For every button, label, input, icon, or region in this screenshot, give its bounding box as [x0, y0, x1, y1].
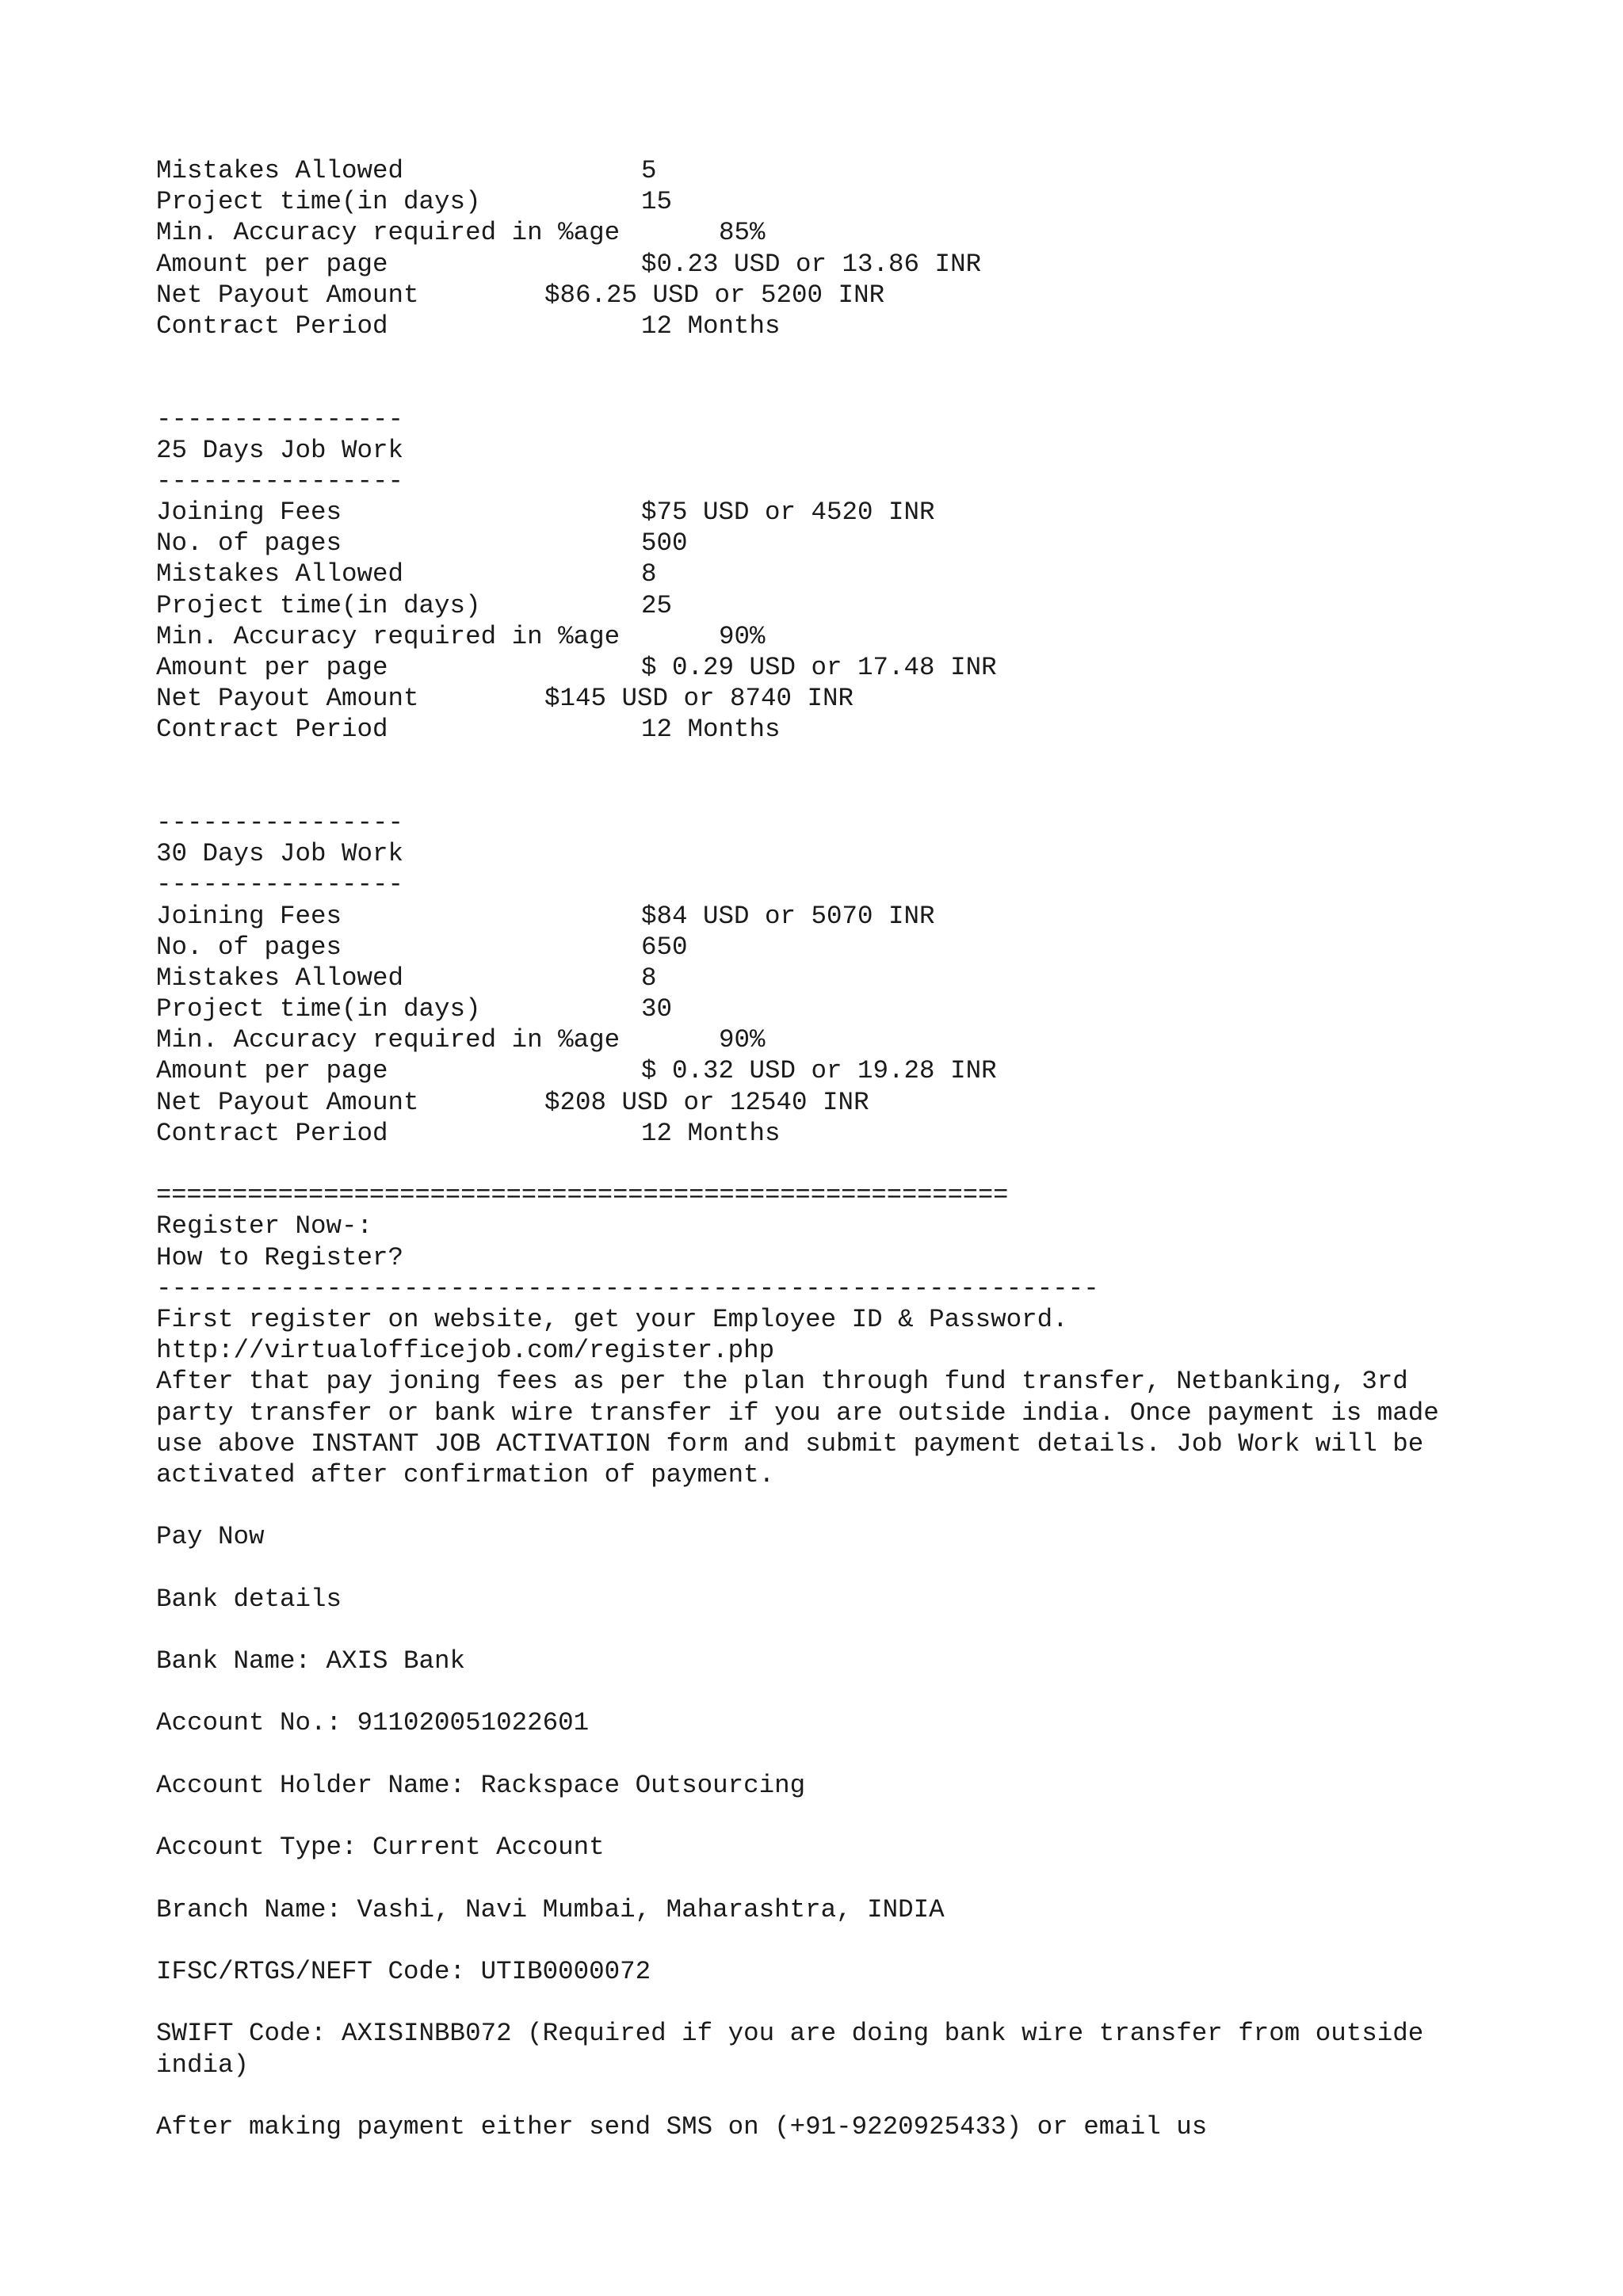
plan-30-row-label: No. of pages	[156, 932, 342, 962]
plan-25-row-label: Mistakes Allowed	[156, 559, 404, 589]
register-heading: Register Now-:	[156, 1211, 373, 1241]
plan-15-row-value: 5	[641, 156, 657, 185]
plan-25-row-value: 90%	[719, 621, 766, 651]
plan-30-rule-top: ----------------	[156, 807, 404, 837]
plan-15-row	[156, 311, 1503, 341]
register-rule-equals: ========================================================	[156, 1180, 1009, 1211]
plan-25-row	[156, 528, 1503, 559]
plan-30-row	[156, 932, 1503, 963]
plan-25-table	[156, 497, 1503, 746]
plan-30-row	[156, 1087, 1503, 1118]
plan-15-row	[156, 280, 1503, 311]
plan-25-row-value: $ 0.29 USD or 17.48 INR	[641, 653, 997, 682]
pay-now-text: Pay Now	[156, 1522, 265, 1552]
plan-30-row-value: $208 USD or 12540 INR	[544, 1087, 869, 1117]
plan-25-row-label: Joining Fees	[156, 498, 342, 528]
plan-30-row	[156, 994, 1503, 1024]
plan-30-rule-bottom: ----------------	[156, 870, 404, 900]
plan-30-row-value: $ 0.32 USD or 19.28 INR	[641, 1056, 997, 1086]
bank-name: Bank Name: AXIS Bank	[156, 1646, 466, 1676]
plan-30-row-label: Amount per page	[156, 1056, 388, 1086]
plan-30-row-value: 650	[641, 932, 688, 962]
register-url-link[interactable]: http://virtualofficejob.com/register.php	[156, 1336, 775, 1366]
plan-25-row	[156, 652, 1503, 683]
plan-30-row-value: 8	[641, 963, 657, 993]
plan-25-row-value: 12 Months	[641, 715, 781, 745]
plan-25-row	[156, 621, 1503, 652]
plan-15-table	[156, 155, 1503, 341]
plan-25-row-label: Amount per page	[156, 653, 388, 682]
plan-30-row	[156, 901, 1503, 932]
plan-15-row-value: $86.25 USD or 5200 INR	[544, 280, 885, 310]
plan-30-table	[156, 901, 1503, 1150]
plan-25-row-value: $75 USD or 4520 INR	[641, 498, 935, 528]
plan-15-row	[156, 217, 1503, 248]
plan-15-row-value: 12 Months	[641, 311, 781, 341]
plan-30-row-value: 30	[641, 994, 673, 1024]
plan-25-rule-top: ----------------	[156, 404, 404, 434]
plan-30-row	[156, 963, 1503, 994]
plan-25-row-label: Net Payout Amount	[156, 684, 419, 714]
ifsc-code: IFSC/RTGS/NEFT Code: UTIB0000072	[156, 1956, 651, 1986]
branch-name: Branch Name: Vashi, Navi Mumbai, Maharashtra, INDIA	[156, 1894, 945, 1924]
plan-15-row-label: Amount per page	[156, 249, 388, 279]
plan-25-row-value: 25	[641, 590, 673, 620]
plan-30-row-value: 90%	[719, 1025, 766, 1055]
plan-15-row-label: Mistakes Allowed	[156, 156, 404, 185]
plan-15-row	[156, 249, 1503, 280]
plan-30-row-value: $84 USD or 5070 INR	[641, 901, 935, 931]
account-number: Account No.: 911020051022601	[156, 1708, 590, 1738]
register-subheading: How to Register?	[156, 1242, 404, 1272]
plan-25-row	[156, 590, 1503, 621]
plan-30-row-label: Joining Fees	[156, 901, 342, 931]
plan-25-row	[156, 683, 1503, 714]
plan-15-row-label: Min. Accuracy required in %age	[156, 218, 621, 248]
plan-25-row-value: 8	[641, 559, 657, 589]
plan-30-row-label: Net Payout Amount	[156, 1087, 419, 1117]
plan-25-rule-bottom: ----------------	[156, 466, 404, 496]
plan-30-row-label: Project time(in days)	[156, 994, 481, 1024]
register-paragraph: After that pay joning fees as per the plan through fund transfer, Netbanking, 3rd party transfer or bank wire transfer if you are outside india. Once payment is made use above INSTANT JOB ACTIVATION form and submit payment details. Job Work will be activated after confirmation of payment.	[156, 1367, 1439, 1489]
plan-15-row-value: 15	[641, 187, 673, 217]
plan-15-row-value: $0.23 USD or 13.86 INR	[641, 249, 982, 279]
plan-25-row	[156, 559, 1503, 589]
account-type: Account Type: Current Account	[156, 1833, 605, 1863]
plan-30-title: 30 Days Job Work	[156, 839, 404, 869]
plan-25-row	[156, 497, 1503, 528]
plan-15-row-label: Net Payout Amount	[156, 280, 419, 310]
bank-details-heading: Bank details	[156, 1584, 342, 1614]
plan-15-row	[156, 186, 1503, 217]
plan-15-row	[156, 155, 1503, 186]
plan-15-row-label: Contract Period	[156, 311, 388, 341]
plan-25-row-label: No. of pages	[156, 528, 342, 559]
plan-30-row-label: Mistakes Allowed	[156, 963, 404, 993]
plan-25-row-label: Project time(in days)	[156, 590, 481, 620]
plan-25-row-label: Min. Accuracy required in %age	[156, 621, 621, 651]
plan-15-row-label: Project time(in days)	[156, 187, 481, 217]
plan-30-row	[156, 1118, 1503, 1149]
plan-30-row-label: Contract Period	[156, 1118, 388, 1148]
plan-25-row-value: 500	[641, 528, 688, 559]
swift-code: SWIFT Code: AXISINBB072 (Required if you are doing bank wire transfer from outside india)	[156, 2019, 1424, 2080]
plan-25-row-label: Contract Period	[156, 715, 388, 745]
after-payment-note: After making payment either send SMS on (+91-9220925433) or email us	[156, 2111, 1208, 2142]
register-step-1: First register on website, get your Employee ID & Password.	[156, 1304, 1068, 1334]
plan-15-row-value: 85%	[719, 218, 766, 248]
plan-25-row-value: $145 USD or 8740 INR	[544, 684, 854, 714]
plan-25-title: 25 Days Job Work	[156, 435, 404, 465]
plan-30-row	[156, 1055, 1503, 1086]
plan-30-row-value: 12 Months	[641, 1118, 781, 1148]
register-rule-dashes: -------------------------------------------------------------	[156, 1273, 1099, 1303]
plan-25-row	[156, 714, 1503, 745]
document-page	[156, 155, 1503, 2142]
plan-30-row	[156, 1024, 1503, 1055]
account-holder-name: Account Holder Name: Rackspace Outsourcing	[156, 1770, 806, 1800]
plan-30-row-label: Min. Accuracy required in %age	[156, 1025, 621, 1055]
